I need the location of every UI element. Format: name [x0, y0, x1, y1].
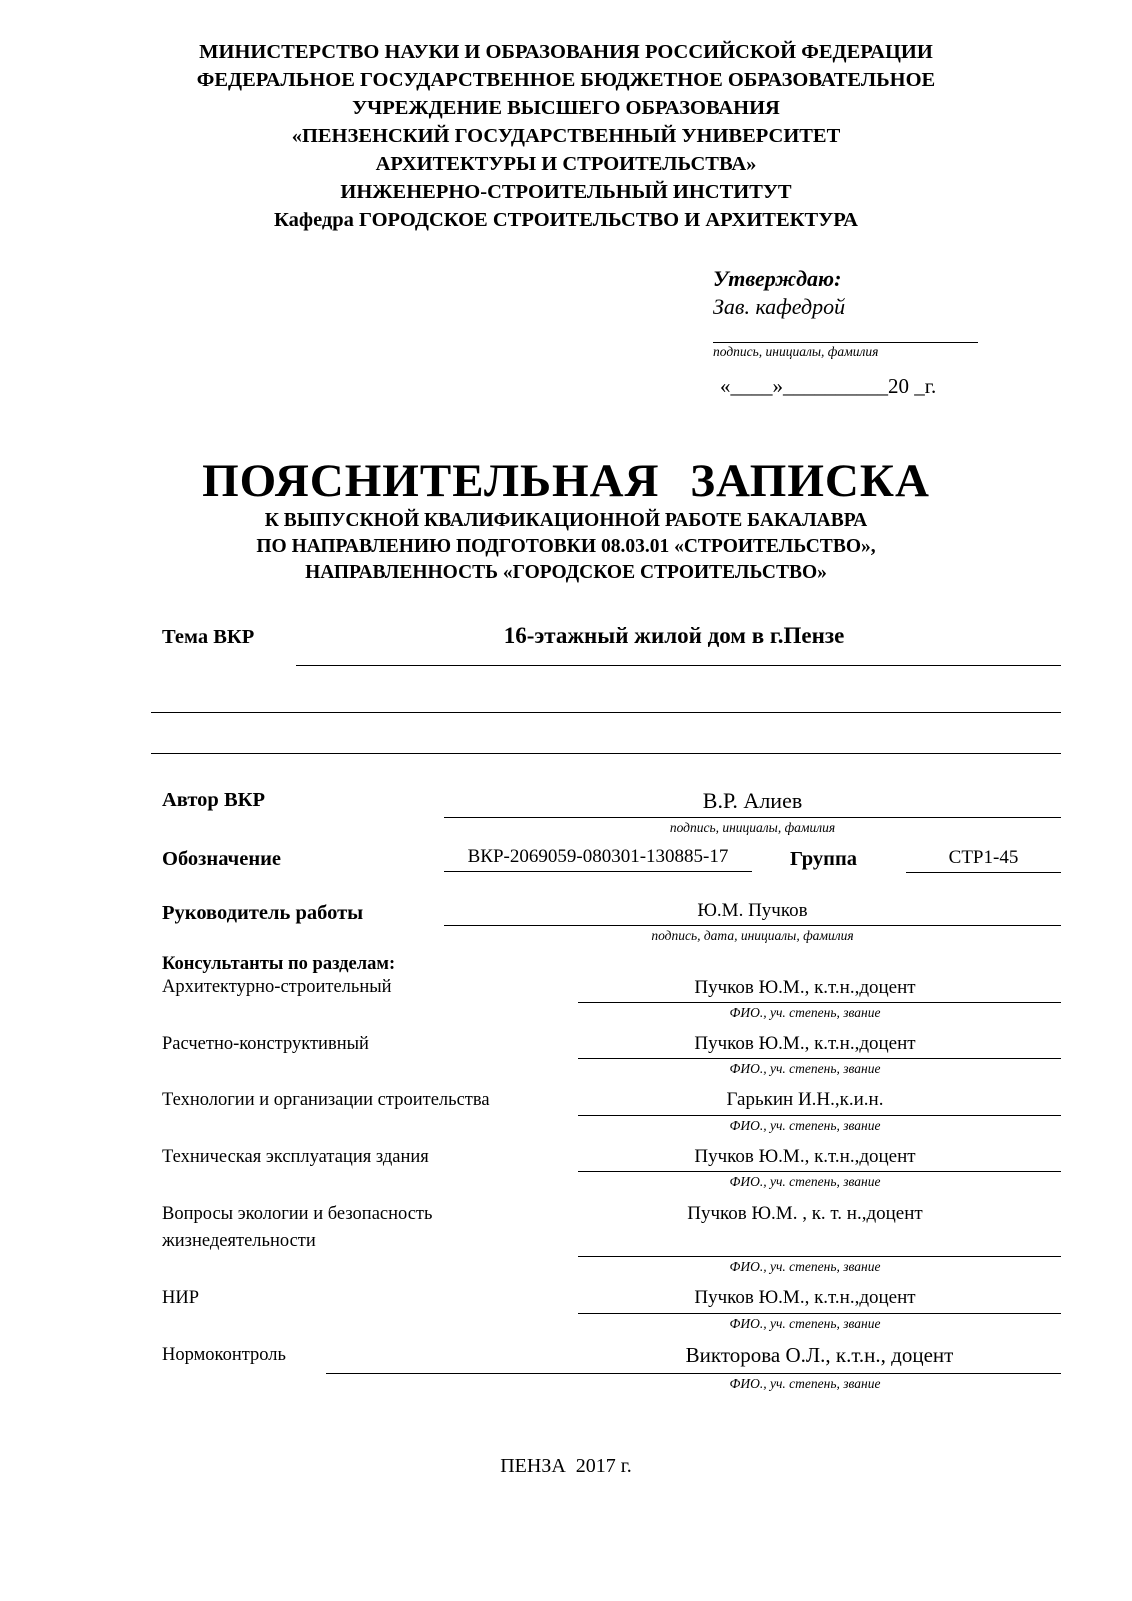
document-subtitle [0, 508, 1132, 586]
header-line: АРХИТЕКТУРЫ И СТРОИТЕЛЬСТВА» [375, 153, 757, 175]
consultant-name: Пучков Ю.М., к.т.н.,доцент [694, 1033, 916, 1054]
document-title: ПОЯСНИТЕЛЬНАЯ ЗАПИСКА [202, 455, 930, 507]
group-value: СТР1-45 [948, 847, 1019, 868]
designation-value: ВКР-2069059-080301-130885-17 [467, 846, 729, 867]
consultant-section: Техническая эксплуатация здания [162, 1147, 429, 1167]
consultant-section: Архитектурно-строительный [162, 977, 392, 997]
subtitle-line: НАПРАВЛЕННОСТЬ «ГОРОДСКОЕ СТРОИТЕЛЬСТВО» [305, 562, 827, 583]
topic-line-3 [151, 753, 1061, 754]
consultant-line [578, 1256, 1061, 1257]
author-line [444, 817, 1061, 818]
designation-label: Обозначение [162, 848, 282, 870]
topic-label: Тема ВКР [162, 626, 255, 648]
consultant-section: НИР [162, 1288, 200, 1308]
author-label: Автор ВКР [162, 789, 266, 811]
consultant-section: Вопросы экологии и безопасность [162, 1204, 433, 1224]
approval-title: Утверждаю: [713, 266, 842, 291]
consultant-line [326, 1373, 1061, 1374]
author-value: В.Р. Алиев [702, 788, 803, 813]
supervisor-line [444, 925, 1061, 926]
consultant-caption: ФИО., уч. степень, звание [729, 1005, 881, 1020]
topic-value: 16-этажный жилой дом в г.Пензе [503, 623, 845, 648]
consultant-caption: ФИО., уч. степень, звание [729, 1174, 881, 1189]
designation-line [444, 871, 752, 872]
consultant-name: Пучков Ю.М., к.т.н.,доцент [694, 977, 916, 998]
group-label: Группа [790, 848, 858, 870]
consultant-section-cont: жизнедеятельности [162, 1231, 316, 1251]
group-line [906, 872, 1061, 873]
consultant-line [578, 1171, 1061, 1172]
approval-signature-caption: подпись, инициалы, фамилия [713, 344, 879, 359]
consultant-section: Технологии и организации строительства [162, 1090, 490, 1110]
header-line: ИНЖЕНЕРНО-СТРОИТЕЛЬНЫЙ ИНСТИТУТ [340, 181, 792, 203]
consultant-section: Нормоконтроль [162, 1345, 286, 1365]
consultant-name: Пучков Ю.М. , к. т. н.,доцент [687, 1203, 923, 1224]
ministry-header [0, 38, 1132, 234]
subtitle-line: К ВЫПУСКНОЙ КВАЛИФИКАЦИОННОЙ РАБОТЕ БАКАЛАВРА [264, 510, 868, 531]
approval-signature-line [713, 342, 978, 343]
header-line: УЧРЕЖДЕНИЕ ВЫСШЕГО ОБРАЗОВАНИЯ [352, 97, 780, 119]
header-line: Кафедра ГОРОДСКОЕ СТРОИТЕЛЬСТВО И АРХИТЕКТУРА [274, 209, 858, 231]
consultant-line [578, 1002, 1061, 1003]
footer-place-year: ПЕНЗА 2017 г. [500, 1455, 632, 1477]
consultant-line [578, 1313, 1061, 1314]
consultant-section: Расчетно-конструктивный [162, 1034, 369, 1054]
consultant-caption: ФИО., уч. степень, звание [729, 1259, 881, 1274]
header-line: МИНИСТЕРСТВО НАУКИ И ОБРАЗОВАНИЯ РОССИЙСКОЙ ФЕДЕРАЦИИ [199, 41, 933, 63]
topic-line-2 [151, 712, 1061, 713]
consultant-name: Пучков Ю.М., к.т.н.,доцент [694, 1146, 916, 1167]
consultant-line [578, 1115, 1061, 1116]
consultant-name: Гарькин И.Н.,к.и.н. [726, 1089, 884, 1110]
consultant-line [578, 1058, 1061, 1059]
subtitle-line: ПО НАПРАВЛЕНИЮ ПОДГОТОВКИ 08.03.01 «СТРОИТЕЛЬСТВО», [256, 536, 876, 557]
consultant-caption: ФИО., уч. степень, звание [729, 1316, 881, 1331]
topic-line-1 [296, 665, 1061, 666]
header-line: «ПЕНЗЕНСКИЙ ГОСУДАРСТВЕННЫЙ УНИВЕРСИТЕТ [291, 125, 841, 147]
approval-role: Зав. кафедрой [713, 294, 846, 319]
consultant-caption: ФИО., уч. степень, звание [729, 1118, 881, 1133]
author-caption: подпись, инициалы, фамилия [669, 820, 836, 835]
consultant-name: Викторова О.Л., к.т.н., доцент [685, 1343, 954, 1367]
consultants-heading: Консультанты по разделам: [162, 954, 396, 974]
consultant-caption: ФИО., уч. степень, звание [729, 1376, 881, 1391]
consultant-name: Пучков Ю.М., к.т.н.,доцент [694, 1287, 916, 1308]
supervisor-value: Ю.М. Пучков [697, 900, 808, 921]
supervisor-label: Руководитель работы [162, 902, 364, 924]
consultant-caption: ФИО., уч. степень, звание [729, 1061, 881, 1076]
header-line: ФЕДЕРАЛЬНОЕ ГОСУДАРСТВЕННОЕ БЮДЖЕТНОЕ ОБРАЗОВАТЕЛЬНОЕ [196, 69, 936, 91]
approval-date-line: «____»__________20 _г. [720, 374, 937, 398]
supervisor-caption: подпись, дата, инициалы, фамилия [651, 928, 854, 943]
